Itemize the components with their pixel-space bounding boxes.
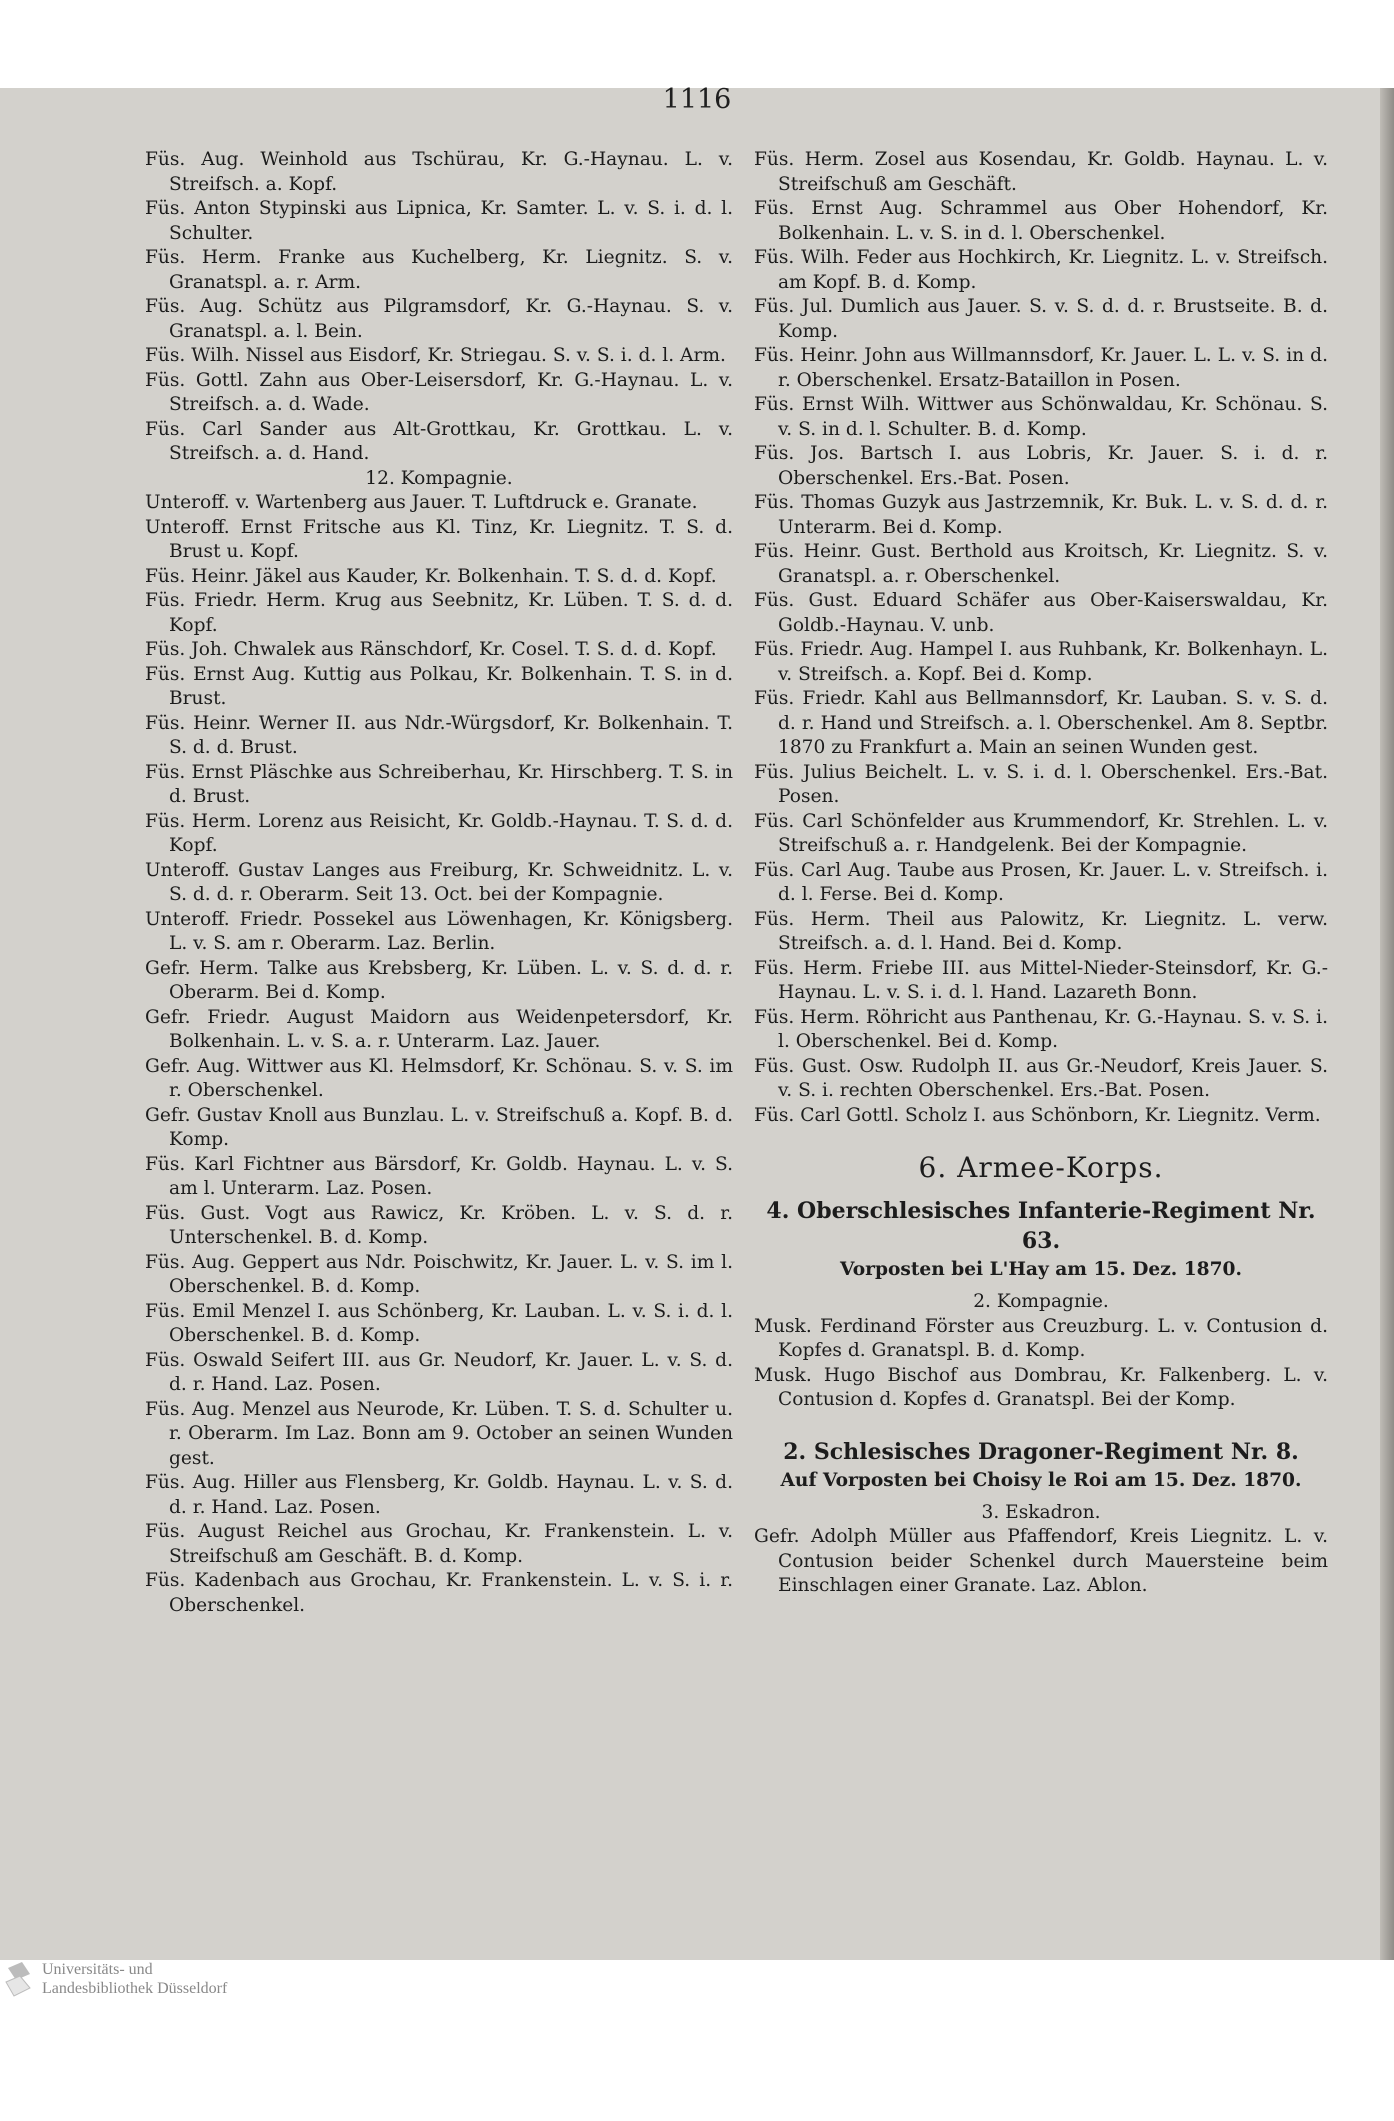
casualty-entry: Füs. Gottl. Zahn aus Ober-Leisersdorf, Kr. G.-Haynau. L. v. Streifsch. a. d. Wade.: [145, 369, 733, 415]
engagement-heading: Vorposten bei L'Hay am 15. Dez. 1870.: [840, 1259, 1242, 1280]
casualty-entry: Gefr. Friedr. August Maidorn aus Weidenpetersdorf, Kr. Bolkenhain. L. v. S. a. r. Unterarm. Laz. Jauer.: [145, 1006, 733, 1052]
library-logo-text: [42, 1960, 227, 1998]
casualty-entry: Gefr. Gustav Knoll aus Bunzlau. L. v. Streifschuß a. Kopf. B. d. Komp.: [145, 1104, 733, 1150]
casualty-entry: Füs. Julius Beichelt. L. v. S. i. d. l. Oberschenkel. Ers.-Bat. Posen.: [754, 761, 1328, 807]
regiment-heading: 2. Schlesisches Dragoner-Regiment Nr. 8.: [783, 1438, 1299, 1465]
library-name-line2: Landesbibliothek Düsseldorf: [42, 1980, 228, 1997]
casualty-entry: Füs. Oswald Seifert III. aus Gr. Neudorf, Kr. Jauer. L. v. S. d. d. r. Hand. Laz. Posen.: [145, 1349, 733, 1395]
casualty-entry: Füs. Heinr. John aus Willmannsdorf, Kr. Jauer. L. L. v. S. in d. r. Oberschenkel. Ersatz-Bataillon in Posen.: [754, 345, 1328, 391]
casualty-entry: Unteroff. Ernst Fritsche aus Kl. Tinz, Kr. Liegnitz. T. S. d. Brust u. Kopf.: [145, 516, 733, 562]
library-logo[interactable]: [0, 1958, 300, 2006]
casualty-entry: Musk. Hugo Bischof aus Dombrau, Kr. Falkenberg. L. v. Contusion d. Kopfes d. Granatspl. Bei der Komp.: [754, 1364, 1328, 1410]
casualty-entry: Füs. Carl Gottl. Scholz I. aus Schönborn, Kr. Liegnitz. Verm.: [754, 1104, 1321, 1126]
casualty-entry: Füs. Kadenbach aus Grochau, Kr. Frankenstein. L. v. S. i. r. Oberschenkel.: [145, 1570, 733, 1616]
casualty-entry: Füs. August Reichel aus Grochau, Kr. Frankenstein. L. v. Streifschuß am Geschäft. B. d. Komp.: [145, 1521, 733, 1567]
page-edge-shadow: [1380, 88, 1394, 1960]
casualty-entry: Musk. Ferdinand Förster aus Creuzburg. L. v. Contusion d. Kopfes d. Granatspl. B. d. Komp.: [754, 1315, 1328, 1361]
company-heading: 12. Kompagnie.: [365, 467, 513, 489]
casualty-entry: Gefr. Herm. Talke aus Krebsberg, Kr. Lüben. L. v. S. d. d. r. Oberarm. Bei d. Komp.: [145, 957, 733, 1003]
casualty-entry: Füs. Heinr. Werner II. aus Ndr.-Würgsdorf, Kr. Bolkenhain. T. S. d. d. Brust.: [145, 712, 733, 758]
casualty-entry: Füs. Joh. Chwalek aus Ränschdorf, Kr. Cosel. T. S. d. d. Kopf.: [145, 639, 717, 660]
casualty-entry: Füs. Aug. Hiller aus Flensberg, Kr. Goldb. Haynau. L. v. S. d. d. r. Hand. Laz. Posen.: [145, 1472, 733, 1518]
engagement-heading: Auf Vorposten bei Choisy le Roi am 15. Dez. 1870.: [780, 1469, 1302, 1491]
casualty-entry: Füs. Heinr. Gust. Berthold aus Kroitsch, Kr. Liegnitz. S. v. Granatspl. a. r. Oberschenkel.: [754, 541, 1328, 587]
casualty-entry: Füs. Ernst Pläschke aus Schreiberhau, Kr. Hirschberg. T. S. in d. Brust.: [145, 761, 733, 807]
right-column: [754, 148, 1328, 1599]
corps-heading: 6. Armee-Korps.: [918, 1151, 1164, 1184]
casualty-entry: Füs. Friedr. Kahl aus Bellmannsdorf, Kr. Lauban. S. v. S. d. d. r. Hand und Streifsch. a. l. Oberschenkel. Am 8. Septbr. 1870 zu Frankfurt a. Main an seinen Wunden gest.: [754, 688, 1328, 758]
casualty-entry: Füs. Aug. Weinhold aus Tschürau, Kr. G.-Haynau. L. v. Streifsch. a. Kopf.: [145, 149, 733, 195]
casualty-entry: Füs. Ernst Aug. Schrammel aus Ober Hohendorf, Kr. Bolkenhain. L. v. S. in d. l. Oberschenkel.: [754, 198, 1328, 244]
casualty-entry: Füs. Ernst Aug. Kuttig aus Polkau, Kr. Bolkenhain. T. S. in d. Brust.: [145, 663, 733, 709]
casualty-entry: Füs. Herm. Franke aus Kuchelberg, Kr. Liegnitz. S. v. Granatspl. a. r. Arm.: [145, 247, 733, 293]
casualty-entry: Gefr. Adolph Müller aus Pfaffendorf, Kreis Liegnitz. L. v. Contusion beider Schenkel durch Mauersteine beim Einschlagen einer Granate. Laz. Ablon.: [754, 1526, 1328, 1596]
casualty-entry: Unteroff. Gustav Langes aus Freiburg, Kr. Schweidnitz. L. v. S. d. d. r. Oberarm. Seit 13. Oct. bei der Kompagnie.: [145, 859, 733, 905]
casualty-entry: Füs. Gust. Osw. Rudolph II. aus Gr.-Neudorf, Kreis Jauer. S. v. S. i. rechten Oberschenkel. Ers.-Bat. Posen.: [754, 1055, 1328, 1101]
casualty-entry: Füs. Herm. Röhricht aus Panthenau, Kr. G.-Haynau. S. v. S. i. l. Oberschenkel. Bei d. Komp.: [754, 1006, 1328, 1052]
casualty-entry: Füs. Jos. Bartsch I. aus Lobris, Kr. Jauer. S. i. d. r. Oberschenkel. Ers.-Bat. Posen.: [754, 443, 1328, 489]
casualty-entry: Füs. Gust. Eduard Schäfer aus Ober-Kaiserswaldau, Kr. Goldb.-Haynau. V. unb.: [754, 590, 1328, 636]
casualty-entry: Füs. Aug. Schütz aus Pilgramsdorf, Kr. G.-Haynau. S. v. Granatspl. a. l. Bein.: [145, 296, 733, 342]
casualty-entry: Füs. Carl Sander aus Alt-Grottkau, Kr. Grottkau. L. v. Streifsch. a. d. Hand.: [145, 418, 733, 464]
casualty-entry: Füs. Heinr. Jäkel aus Kauder, Kr. Bolkenhain. T. S. d. d. Kopf.: [145, 565, 717, 587]
casualty-entry: Füs. Aug. Geppert aus Ndr. Poischwitz, Kr. Jauer. L. v. S. im l. Oberschenkel. B. d. Komp.: [145, 1251, 733, 1297]
casualty-entry: Unteroff. Friedr. Possekel aus Löwenhagen, Kr. Königsberg. L. v. S. am r. Oberarm. Laz. Berlin.: [145, 908, 733, 954]
casualty-entry: Unteroff. v. Wartenberg aus Jauer. T. Luftdruck e. Granate.: [145, 492, 698, 513]
company-heading: 3. Eskadron.: [981, 1501, 1101, 1523]
casualty-entry: Füs. Ernst Wilh. Wittwer aus Schönwaldau, Kr. Schönau. S. v. S. in d. l. Schulter. B. d. Komp.: [754, 394, 1328, 440]
page-number: 1116: [662, 84, 732, 115]
casualty-entry: Füs. Carl Schönfelder aus Krummendorf, Kr. Strehlen. L. v. Streifschuß a. r. Handgelenk. Bei der Kompagnie.: [754, 810, 1328, 856]
casualty-entry: Füs. Friedr. Aug. Hampel I. aus Ruhbank, Kr. Bolkenhayn. L. v. Streifsch. a. Kopf. Bei d. Komp.: [754, 639, 1328, 685]
casualty-entry: Füs. Herm. Lorenz aus Reisicht, Kr. Goldb.-Haynau. T. S. d. d. Kopf.: [145, 810, 733, 856]
casualty-entry: Füs. Anton Stypinski aus Lipnica, Kr. Samter. L. v. S. i. d. l. Schulter.: [145, 198, 733, 244]
casualty-entry: Füs. Aug. Menzel aus Neurode, Kr. Lüben. T. S. d. Schulter u. r. Oberarm. Im Laz. Bonn am 9. October an seinen Wunden gest.: [145, 1398, 733, 1469]
casualty-entry: Füs. Wilh. Nissel aus Eisdorf, Kr. Striegau. S. v. S. i. d. l. Arm.: [145, 345, 726, 366]
casualty-entry: Füs. Herm. Friebe III. aus Mittel-Nieder-Steinsdorf, Kr. G.-Haynau. L. v. S. i. d. l. Hand. Lazareth Bonn.: [754, 957, 1328, 1003]
casualty-entry: Füs. Gust. Vogt aus Rawicz, Kr. Kröben. L. v. S. d. r. Unterschenkel. B. d. Komp.: [145, 1202, 733, 1248]
library-name-line1: Universitäts- und: [42, 1961, 153, 1978]
regiment-heading: 4. Oberschlesisches Infanterie-Regiment Nr. 63.: [766, 1198, 1316, 1254]
left-column: [145, 148, 733, 1618]
casualty-entry: Füs. Karl Fichtner aus Bärsdorf, Kr. Goldb. Haynau. L. v. S. am l. Unterarm. Laz. Posen.: [145, 1153, 733, 1199]
casualty-entry: Füs. Wilh. Feder aus Hochkirch, Kr. Liegnitz. L. v. Streifsch. am Kopf. B. d. Komp.: [754, 247, 1328, 293]
casualty-entry: Füs. Jul. Dumlich aus Jauer. S. v. S. d. d. r. Brustseite. B. d. Komp.: [754, 296, 1328, 342]
casualty-entry: Füs. Carl Aug. Taube aus Prosen, Kr. Jauer. L. v. Streifsch. i. d. l. Ferse. Bei d. Komp.: [754, 859, 1328, 905]
casualty-entry: Füs. Friedr. Herm. Krug aus Seebnitz, Kr. Lüben. T. S. d. d. Kopf.: [145, 590, 733, 636]
casualty-entry: Füs. Herm. Zosel aus Kosendau, Kr. Goldb. Haynau. L. v. Streifschuß am Geschäft.: [754, 149, 1328, 195]
company-heading: 2. Kompagnie.: [973, 1291, 1109, 1312]
casualty-entry: Füs. Emil Menzel I. aus Schönberg, Kr. Lauban. L. v. S. i. d. l. Oberschenkel. B. d. Komp.: [145, 1300, 733, 1346]
casualty-entry: Gefr. Aug. Wittwer aus Kl. Helmsdorf, Kr. Schönau. S. v. S. im r. Oberschenkel.: [145, 1055, 733, 1101]
casualty-entry: Füs. Herm. Theil aus Palowitz, Kr. Liegnitz. L. verw. Streifsch. a. d. l. Hand. Bei d. Komp.: [754, 908, 1328, 954]
library-logo-icon: [4, 1960, 34, 2000]
casualty-entry: Füs. Thomas Guzyk aus Jastrzemnik, Kr. Buk. L. v. S. d. d. r. Unterarm. Bei d. Komp.: [754, 492, 1328, 538]
